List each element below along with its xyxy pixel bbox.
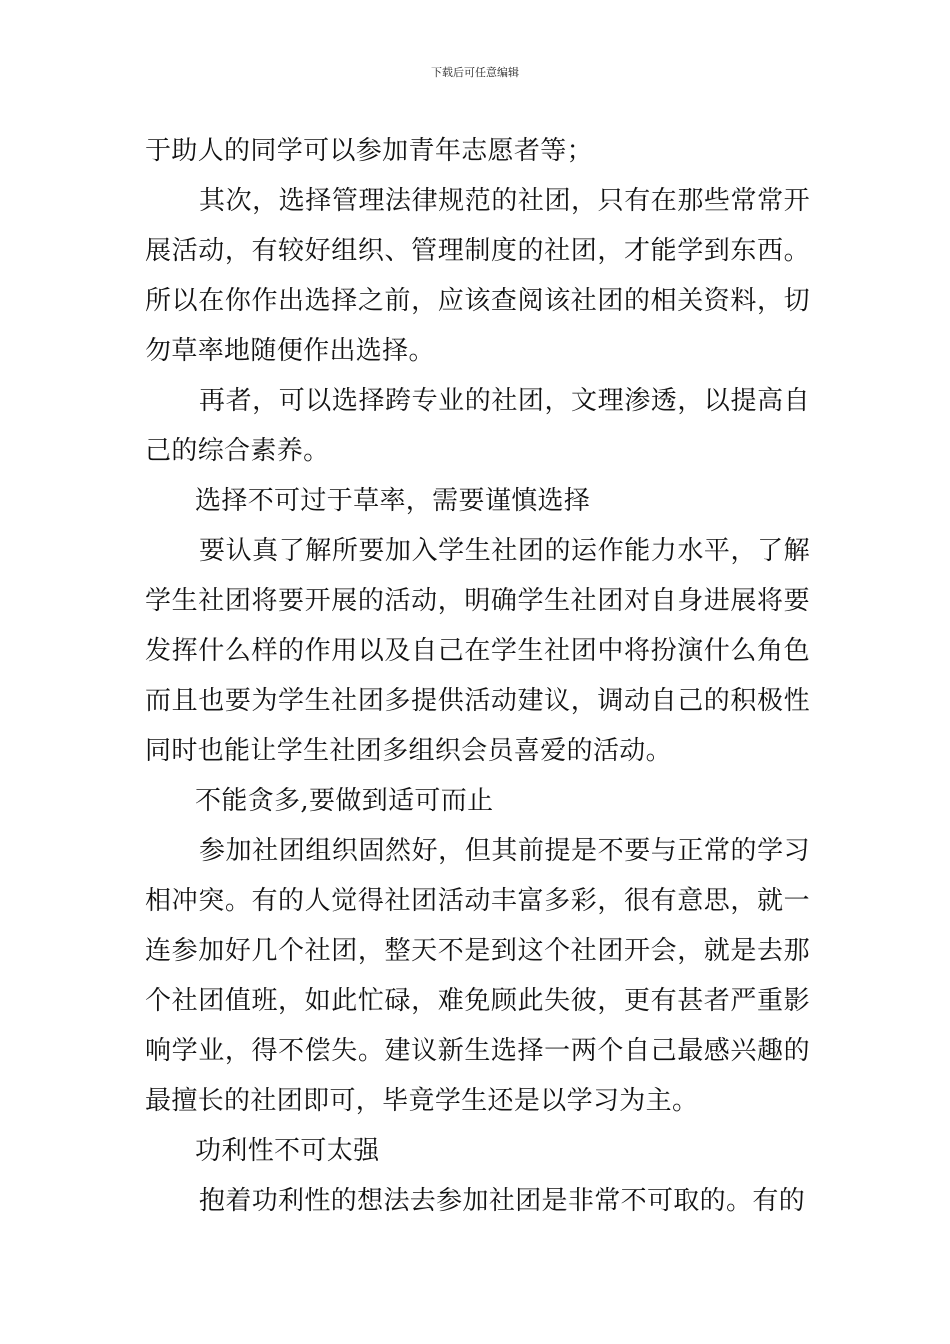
paragraph-body: 抱着功利性的想法去参加社团是非常不可取的。有的: [199, 1186, 806, 1216]
page-header: 下载后可任意编辑: [431, 66, 519, 79]
document-body: [145, 126, 810, 1226]
paragraph-body: 再者，可以选择跨专业的社团，文理渗透，以提高自己的综合素养。: [145, 386, 810, 466]
section-heading: 选择不可过于草率，需要谨慎选择: [195, 486, 591, 516]
paragraph-body: 其次，选择管理法律规范的社团，只有在那些常常开展活动，有较好组织、管理制度的社团，才能学到东西。所以在你作出选择之前，应该查阅该社团的相关资料，切勿草率地随便作出选择。: [145, 186, 810, 366]
paragraph-body: 要认真了解所要加入学生社团的运作能力水平，了解学生社团将要开展的活动，明确学生社团对自身进展将要发挥什么样的作用以及自己在学生社团中将扮演什么角色而且也要为学生社团多提供活动建议，调动自己的积极性同时也能让学生社团多组织会员喜爱的活动。: [145, 536, 810, 766]
section-heading: 不能贪多,要做到适可而止: [195, 786, 494, 816]
paragraph-body: 参加社团组织固然好，但其前提是不要与正常的学习相冲突。有的人觉得社团活动丰富多彩，很有意思，就一连参加好几个社团，整天不是到这个社团开会，就是去那个社团值班，如此忙碌，难免顾此失彼，更有甚者严重影响学业，得不偿失。建议新生选择一两个自己最感兴趣的最擅长的社团即可，毕竟学生还是以学习为主。: [145, 836, 810, 1116]
section-heading: 功利性不可太强: [195, 1136, 380, 1166]
paragraph-continuation: 于助人的同学可以参加青年志愿者等；: [145, 136, 593, 166]
